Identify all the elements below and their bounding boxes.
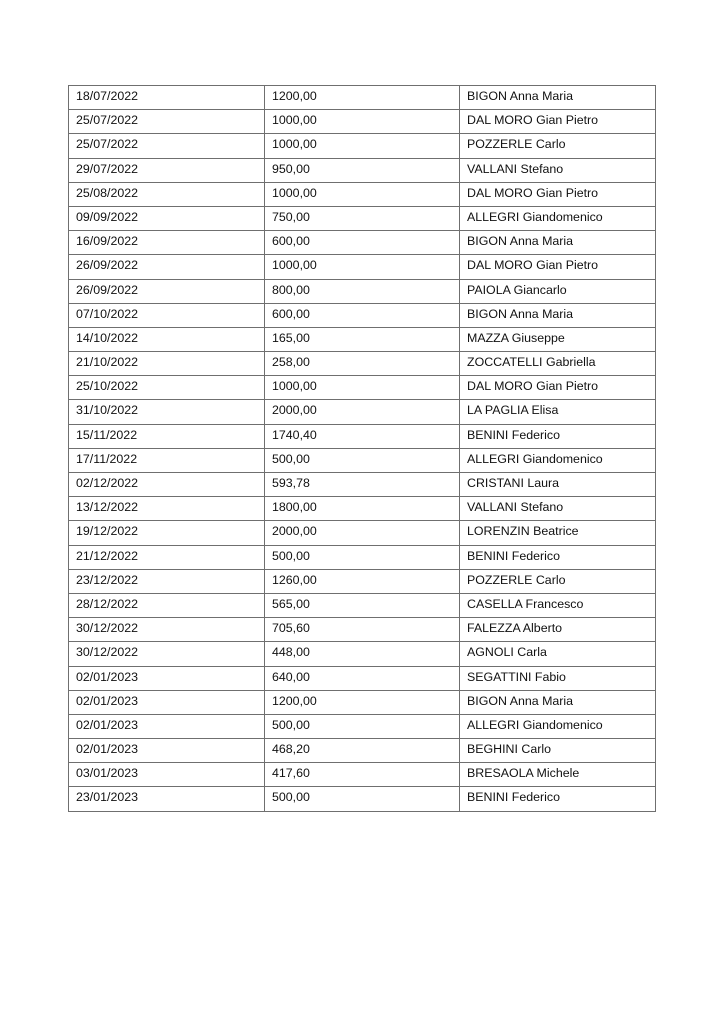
date-cell: 18/07/2022 [69, 86, 265, 110]
table-row [69, 521, 656, 545]
amount-cell: 2000,00 [265, 400, 460, 424]
amount-cell: 500,00 [265, 714, 460, 738]
name-cell: POZZERLE Carlo [460, 569, 656, 593]
name-cell: BIGON Anna Maria [460, 690, 656, 714]
amount-cell: 565,00 [265, 593, 460, 617]
table-row [69, 569, 656, 593]
amount-cell: 950,00 [265, 158, 460, 182]
name-cell: BRESAOLA Michele [460, 763, 656, 787]
table-row [69, 642, 656, 666]
name-cell: PAIOLA Giancarlo [460, 279, 656, 303]
date-cell: 19/12/2022 [69, 521, 265, 545]
date-cell: 17/11/2022 [69, 448, 265, 472]
date-cell: 28/12/2022 [69, 593, 265, 617]
table-row [69, 182, 656, 206]
date-cell: 02/01/2023 [69, 666, 265, 690]
date-cell: 31/10/2022 [69, 400, 265, 424]
name-cell: ZOCCATELLI Gabriella [460, 352, 656, 376]
amount-cell: 1000,00 [265, 255, 460, 279]
date-cell: 02/01/2023 [69, 714, 265, 738]
table-row [69, 739, 656, 763]
amount-cell: 640,00 [265, 666, 460, 690]
name-cell: ALLEGRI Giandomenico [460, 448, 656, 472]
date-cell: 16/09/2022 [69, 231, 265, 255]
amount-cell: 1200,00 [265, 86, 460, 110]
donations-table [68, 85, 656, 812]
donations-table-body [69, 86, 656, 812]
table-row [69, 303, 656, 327]
name-cell: LA PAGLIA Elisa [460, 400, 656, 424]
table-row [69, 714, 656, 738]
date-cell: 29/07/2022 [69, 158, 265, 182]
name-cell: MAZZA Giuseppe [460, 327, 656, 351]
name-cell: BENINI Federico [460, 424, 656, 448]
table-row [69, 206, 656, 230]
amount-cell: 1260,00 [265, 569, 460, 593]
name-cell: POZZERLE Carlo [460, 134, 656, 158]
amount-cell: 1000,00 [265, 110, 460, 134]
date-cell: 23/01/2023 [69, 787, 265, 811]
table-row [69, 593, 656, 617]
table-row [69, 158, 656, 182]
name-cell: BIGON Anna Maria [460, 231, 656, 255]
name-cell: BEGHINI Carlo [460, 739, 656, 763]
date-cell: 30/12/2022 [69, 642, 265, 666]
table-row [69, 666, 656, 690]
amount-cell: 417,60 [265, 763, 460, 787]
amount-cell: 1800,00 [265, 497, 460, 521]
amount-cell: 1200,00 [265, 690, 460, 714]
date-cell: 26/09/2022 [69, 279, 265, 303]
table-row [69, 231, 656, 255]
amount-cell: 600,00 [265, 231, 460, 255]
amount-cell: 500,00 [265, 448, 460, 472]
amount-cell: 500,00 [265, 787, 460, 811]
date-cell: 26/09/2022 [69, 255, 265, 279]
date-cell: 15/11/2022 [69, 424, 265, 448]
amount-cell: 500,00 [265, 545, 460, 569]
amount-cell: 705,60 [265, 618, 460, 642]
table-row [69, 618, 656, 642]
name-cell: VALLANI Stefano [460, 158, 656, 182]
table-row [69, 376, 656, 400]
name-cell: DAL MORO Gian Pietro [460, 376, 656, 400]
table-row [69, 497, 656, 521]
amount-cell: 448,00 [265, 642, 460, 666]
date-cell: 30/12/2022 [69, 618, 265, 642]
name-cell: DAL MORO Gian Pietro [460, 255, 656, 279]
name-cell: ALLEGRI Giandomenico [460, 206, 656, 230]
name-cell: BIGON Anna Maria [460, 86, 656, 110]
amount-cell: 1000,00 [265, 376, 460, 400]
date-cell: 25/08/2022 [69, 182, 265, 206]
date-cell: 02/12/2022 [69, 473, 265, 497]
table-row [69, 110, 656, 134]
name-cell: CRISTANI Laura [460, 473, 656, 497]
table-row [69, 255, 656, 279]
amount-cell: 600,00 [265, 303, 460, 327]
amount-cell: 800,00 [265, 279, 460, 303]
date-cell: 02/01/2023 [69, 690, 265, 714]
name-cell: CASELLA Francesco [460, 593, 656, 617]
name-cell: BENINI Federico [460, 787, 656, 811]
table-row [69, 690, 656, 714]
amount-cell: 750,00 [265, 206, 460, 230]
date-cell: 23/12/2022 [69, 569, 265, 593]
table-row [69, 545, 656, 569]
table-row [69, 473, 656, 497]
date-cell: 14/10/2022 [69, 327, 265, 351]
date-cell: 21/10/2022 [69, 352, 265, 376]
amount-cell: 2000,00 [265, 521, 460, 545]
name-cell: SEGATTINI Fabio [460, 666, 656, 690]
table-row [69, 400, 656, 424]
table-row [69, 763, 656, 787]
amount-cell: 258,00 [265, 352, 460, 376]
name-cell: DAL MORO Gian Pietro [460, 182, 656, 206]
table-row [69, 134, 656, 158]
date-cell: 09/09/2022 [69, 206, 265, 230]
date-cell: 25/10/2022 [69, 376, 265, 400]
table-row [69, 86, 656, 110]
table-row [69, 424, 656, 448]
name-cell: DAL MORO Gian Pietro [460, 110, 656, 134]
date-cell: 21/12/2022 [69, 545, 265, 569]
table-row [69, 448, 656, 472]
name-cell: VALLANI Stefano [460, 497, 656, 521]
amount-cell: 1000,00 [265, 182, 460, 206]
name-cell: FALEZZA Alberto [460, 618, 656, 642]
amount-cell: 468,20 [265, 739, 460, 763]
name-cell: AGNOLI Carla [460, 642, 656, 666]
table-row [69, 279, 656, 303]
date-cell: 25/07/2022 [69, 110, 265, 134]
amount-cell: 593,78 [265, 473, 460, 497]
name-cell: BIGON Anna Maria [460, 303, 656, 327]
name-cell: ALLEGRI Giandomenico [460, 714, 656, 738]
amount-cell: 1000,00 [265, 134, 460, 158]
table-row [69, 352, 656, 376]
date-cell: 02/01/2023 [69, 739, 265, 763]
date-cell: 07/10/2022 [69, 303, 265, 327]
date-cell: 13/12/2022 [69, 497, 265, 521]
name-cell: BENINI Federico [460, 545, 656, 569]
amount-cell: 165,00 [265, 327, 460, 351]
date-cell: 03/01/2023 [69, 763, 265, 787]
name-cell: LORENZIN Beatrice [460, 521, 656, 545]
date-cell: 25/07/2022 [69, 134, 265, 158]
amount-cell: 1740,40 [265, 424, 460, 448]
table-row [69, 787, 656, 811]
table-row [69, 327, 656, 351]
